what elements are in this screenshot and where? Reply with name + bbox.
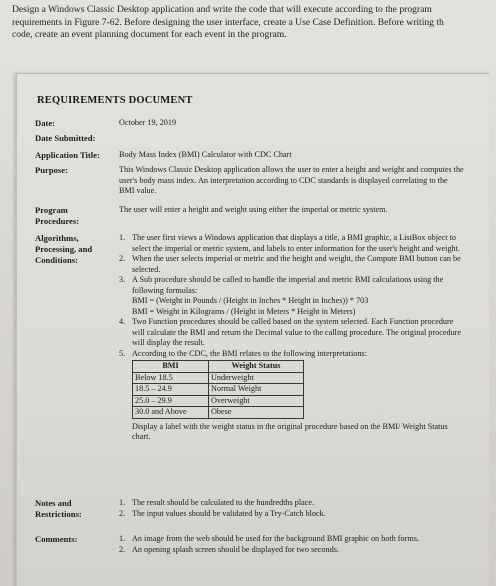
bmi-cell: 30.0 and Above xyxy=(133,407,209,419)
metric-formula: BMI = Weight in Kilograms / (Height in Meters * Height in Meters) xyxy=(132,306,356,316)
instructions-line-1: Design a Windows Classic Desktop application and write the code that will execute according to the program xyxy=(12,4,432,15)
notes-text: The result should be calculated to the hundredths place. xyxy=(132,498,315,507)
item-number: 4. xyxy=(119,317,126,326)
table-row xyxy=(133,384,304,396)
application-title-label: Application Title: xyxy=(35,150,100,160)
date-label: Date: xyxy=(35,118,56,128)
date-value: October 19, 2019 xyxy=(119,118,177,127)
comments-list xyxy=(119,534,464,555)
algorithm-item-2 xyxy=(119,254,464,275)
notes-label: Notes and Restrictions: xyxy=(35,498,82,519)
date-submitted-label: Date Submitted: xyxy=(35,133,96,143)
comments-text: An opening splash screen should be displayed for two seconds. xyxy=(132,544,339,554)
comments-text: An image from the web should be used for the background BMI graphic on both forms. xyxy=(132,534,419,543)
document-title: REQUIREMENTS DOCUMENT xyxy=(37,95,193,106)
purpose-label: Purpose: xyxy=(35,165,68,175)
table-row xyxy=(133,372,304,384)
bmi-column-header: BMI xyxy=(133,361,209,373)
algorithm-text: When the user selects imperial or metric and the height and weight, the Compute BMI button can be selected. xyxy=(132,254,461,274)
status-cell: Normal Weight xyxy=(209,384,304,396)
notes-list xyxy=(119,498,464,519)
application-title-value: Body Mass Index (BMI) Calculator with CDC Chart xyxy=(119,150,292,159)
algorithm-text: Two Function procedures should be called based on the system selected. Each Function procedure will calculate the BMI and return the Decimal value to the calling procedure. The original procedure will display the result. xyxy=(132,317,462,347)
algorithm-item-5 xyxy=(119,349,464,443)
item-number: 1. xyxy=(119,534,126,543)
comments-item-2 xyxy=(119,545,464,556)
imperial-formula: BMI = (Weight in Pounds / (Height in Inches * Height in Inches)) * 703 xyxy=(132,296,369,305)
instructions-line-2: requirements in Figure 7-62. Before designing the user interface, create a Use Case Definition. Before writing th xyxy=(12,16,444,28)
requirements-document-sheet xyxy=(16,73,489,586)
item-number: 2. xyxy=(119,254,126,263)
status-cell: Obese xyxy=(209,407,304,419)
instructions-line-3: code, create an event planning document for each event in the program. xyxy=(12,29,287,40)
bmi-cell: Below 18.5 xyxy=(133,372,209,384)
purpose-value: This Windows Classic Desktop application allows the user to enter a height and weight and computes the user's body mass index. An interpretation according to CDC standards is displayed correlating to the BMI value. xyxy=(119,165,464,195)
algorithm-item-1 xyxy=(119,233,464,254)
table-row xyxy=(133,395,304,407)
comments-item-1 xyxy=(119,534,464,545)
table-row xyxy=(133,407,304,419)
comments-label: Comments: xyxy=(35,534,78,544)
bmi-status-table xyxy=(132,360,304,419)
item-number: 2. xyxy=(119,508,126,518)
bmi-cell: 25.0 – 29.9 xyxy=(133,395,209,407)
weight-status-column-header: Weight Status xyxy=(209,361,304,373)
program-procedures-value: The user will enter a height and weight using either the imperial or metric system. xyxy=(119,205,388,214)
item-number: 3. xyxy=(119,275,126,284)
program-procedures-label: Program Procedures: xyxy=(35,205,80,226)
bmi-cell: 18.5 – 24.9 xyxy=(133,384,209,396)
status-cell: Overweight xyxy=(209,395,304,407)
assignment-instructions xyxy=(12,4,492,42)
after-table-text: Display a label with the weight status in the original procedure based on the BMI/ Weight Status chart. xyxy=(132,421,448,441)
item-number: 1. xyxy=(119,233,126,242)
table-header-row xyxy=(133,361,304,373)
notes-item-2 xyxy=(119,509,464,520)
algorithm-text: A Sub procedure should be called to handle the imperial and metric BMI calculations using the following formulas: xyxy=(132,275,444,295)
status-cell: Underweight xyxy=(209,372,304,384)
algorithm-text: The user first views a Windows application that displays a title, a BMI graphic, a ListBox object to select the imperial or metric system, and labels to enter information for the user's height and weight. xyxy=(132,233,460,253)
item-number: 1. xyxy=(119,498,126,507)
notes-item-1 xyxy=(119,498,464,509)
algorithm-item-4 xyxy=(119,317,464,349)
algorithms-list xyxy=(119,233,464,443)
item-number: 2. xyxy=(119,544,126,554)
algorithm-text: According to the CDC, the BMI relates to the following interpretations: xyxy=(132,348,367,358)
notes-text: The input values should be validated by a Try-Catch block. xyxy=(132,508,326,518)
item-number: 5. xyxy=(119,348,126,358)
algorithms-label: Algorithms, Processing, and Conditions: xyxy=(35,233,93,265)
algorithm-item-3 xyxy=(119,275,464,317)
